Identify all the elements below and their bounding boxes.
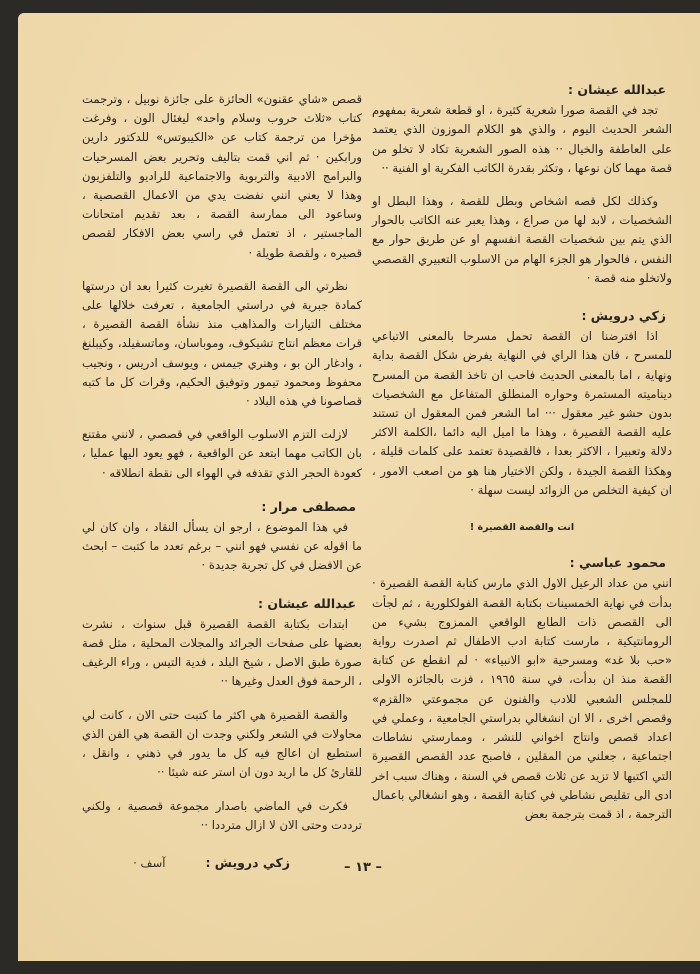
closing-text: آسف · (133, 855, 166, 870)
paragraph-continuation: قصص «شاي عقنون» الحائزة على جائزة نوبيل ، وترجمت كتاب «ثلاث حروب وسلام واحد» ليغئال الون ، وفرغت مؤخرا من ترجمة كتاب عن «الكيبوتس» للدكتور دارين ورابكين · ثم اني قمت بتاليف وتحرير بعض المسرحيات والبرامج الادبية والتربوية والاجتماعية للراديو والتلفزيون وهذا لا يعني انني نفضت يدي من الاعمال القصصية ، وساعود الى ممارسة القصة ، بعد تقديم امتحانات الماجستير ، اذ تعتمل في راسي بعض الافكار لقصص قصيره ، ولقصة طويلة · (82, 92, 362, 260)
speaker-block-abdallah-2 (82, 594, 362, 835)
page-number: – ١٣ – (344, 860, 382, 875)
paragraph: تجد في القصة صورا شعرية كثيرة ، او قطعة شعرية بمفهوم الشعر الحديث اليوم ، والذي هو الكلام الموزون الذي يعتمد على العاطفة والخيال ·· هذه الصور الشعرية تكاد لا تخلو من قصة مهما كان نوعها ، وتكثر بقدرة الكاتب الفكرية او الفنية ·· (372, 103, 672, 175)
paragraph: والقصة القصيرة هي اكثر ما كتبت حتى الان ، كانت لي محاولات في الشعر ولكني وجدت ان القصة هي الفن الذي استطيع ان اعالج فيه كل ما يدور في ذهني ، وانقل ، للقارئ كل ما اريد دون ان استر عنه شيئا ·· (82, 707, 362, 780)
speaker-block-mustafa (82, 497, 362, 576)
speaker-name: عبدالله عيشان : (568, 82, 666, 97)
paragraph: لازلت التزم الاسلوب الواقعي في قصصي ، لانني مقتنع بان الكاتب مهما ابتعد عن الواقعية ، فهو يعود اليها عمليا ، كعودة الحجر الذي تقذفه في الهواء الى نقطة انطلاقه · (82, 427, 362, 480)
speaker-block-mahmoud (372, 553, 672, 824)
paragraph: ابتدات بكتابة القصة القصيرة قبل سنوات ، نشرت بعضها على صفحات الجرائد والمجلات المحلية ، مثل قصة صورة طبق الاصل ، شيخ البلد ، فدية التيس ، وراء الرغيف ، الرحمة فوق العدل وغيرها ·· (82, 616, 362, 689)
paragraph: فكرت في الماضي باصدار مجموعة قصصية ، ولكني ترددت وحتى الان لا ازال مترددا ·· (82, 798, 362, 832)
right-column (372, 80, 672, 842)
speaker-block-abdallah-1 (372, 80, 672, 288)
speaker-name: عبدالله عيشان : (258, 595, 356, 611)
speaker-name: محمود عباسي : (569, 555, 666, 571)
magazine-page (18, 13, 700, 961)
paragraph: في هذا الموضوع ، ارجو ان يسأل النقاد ، وان كان لي ما اقوله عن نفسي فهو انني – برغم تعدد ما كتبت – ابحث عن الافضل في كل تجربة جديدة · (82, 520, 362, 573)
speaker-name: مصطفى مرار : (261, 498, 356, 514)
speaker-name: زكي درويش : (205, 854, 290, 870)
paragraph: نظرتي الى القصة القصيرة تغيرت كثيرا بعد ان درستها كمادة جبرية في دراستي الجامعية ، تعرفت خلالها على مختلف التيارات والمذاهب منذ نشأة القصة القصيرة ، قرات معظم انتاج تشيكوف، وموباسان، وماتسفيلد، وكيبلنغ ، وادغار الن بو ، وهنري جيمس ، ويوسف ادريس ، ونجيب محفوظ ومحمود تيمور وتوفيق الحكيم، وقرات كل ما كتبه قصاصونا في هذه البلاد · (82, 278, 362, 409)
speaker-block-zaki-1 (372, 306, 672, 500)
section-subheading: انت والقصة القصيرة ! (469, 522, 575, 534)
paragraph: وكذلك لكل قصه اشخاص وبطل للقصة ، وهذا البطل او الشخصيات ، لابد لها من صراع ، وهذا يعبر عنه الكاتب بالحوار الذي يتم بين شخصيات القصة انفسهم او عن طريق حوار مع النفس ، فالحوار هو الجزء الهام من الاسلوب التعبيري القصصي ولاتخلو منه قصة · (372, 194, 672, 285)
left-column (82, 90, 362, 873)
paragraph: انني من عداد الرعيل الاول الذي مارس كتابة القصة القصيرة · بدأت في نهاية الخمسينات بكتابة القصة الفولكلورية ، ثم لجأت الى القصص ذات الطابع الواقعي الممزوج بشيء من الرومانتيكية ، مارست كتابة ادب الاطفال ثم اصدرت رواية «حب بلا غد» ومسرحية «ابو الانبياء» · لم انقطع عن كتابة القصة منذ ان بدأت، في سنة ١٩٦٥ ، فزت بالجائزه الاولى للمجلس الشعبي للادب والفنون عن مجموعتي «القزم» وقصص اخرى ، الا ان انشغالي بدراستي الجامعية ، وعملي في اعداد قصص وانتاج اخواني للنشر ، وممارستي نشاطات اجتماعية ، جعلني من المقلين ، فاصبح عدد القصص القصيرة التي اكتبها لا تزيد عن ثلاث قصص في السنة ، وهناك سبب اخر ادى الى تقليص نشاطي في كتابة القصة ، وهو انشغالي باعمال الترجمة ، اذ قمت بترجمة بعض (372, 576, 672, 821)
paragraph: اذا افترضنا ان القصة تحمل مسرحا بالمعنى الاتباعي للمسرح ، فان هذا الراي في النهاية يفرض شكل القصة بداية ونهاية ، اما بالمعنى الحديث فاحب ان تاخذ القصة من المسرح ديناميته المستمرة وحواره المنطلق المتفاعل مع الشخصيات بدون حشو غير معقول ··· اما الشعر فمن المعقول ان تستند عليه القصة القصيرة ، وهذا ما اميل اليه دائما ،الكلمة الاكثر دلالة وتعبيرا ، الاكثر بعدا ، فالقصيدة تعتمد على كلمات قليلة ، وهكذا القصة الجيدة ، ولكن الاختيار هنا هو من اصعب الامور ، ان كيفية التخلص من الزوائد ليست سهلة · (372, 329, 672, 497)
speaker-name: زكي درويش : (581, 308, 666, 324)
